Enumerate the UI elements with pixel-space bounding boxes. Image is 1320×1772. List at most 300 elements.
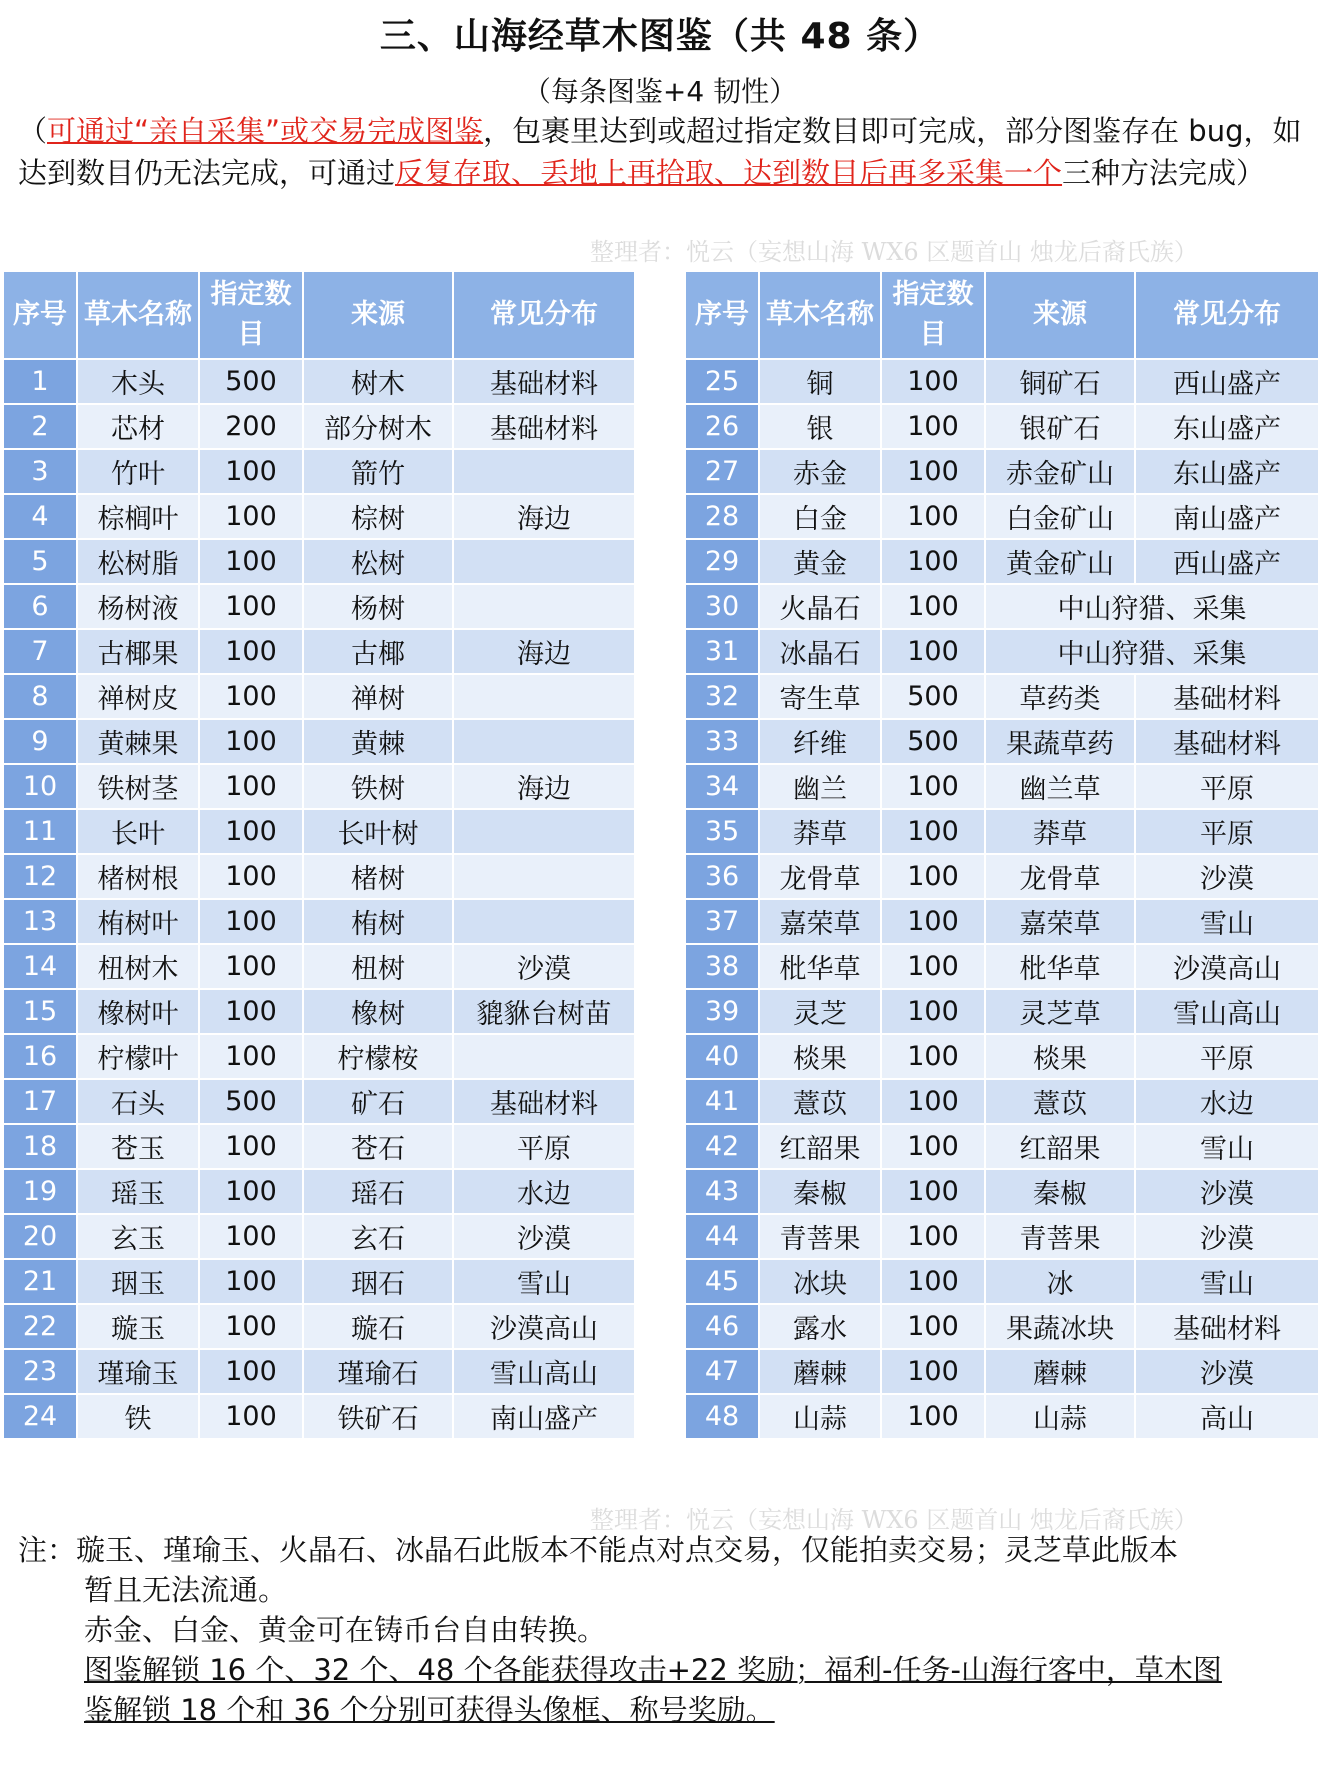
source: 山蒜 [985,1394,1135,1439]
distribution: 基础材料 [1135,1304,1319,1349]
table-row [685,404,1319,449]
item-name: 栯树叶 [77,899,199,944]
distribution: 平原 [1135,764,1319,809]
item-name: 黄金 [759,539,881,584]
table-row [685,539,1319,584]
required-count: 100 [881,1394,985,1439]
required-count: 500 [881,674,985,719]
item-name: 白金 [759,494,881,539]
table-row [3,989,635,1034]
source: 禅树 [303,674,453,719]
distribution: 东山盛产 [1135,404,1319,449]
source: 黄棘 [303,719,453,764]
source: 红韶果 [985,1124,1135,1169]
distribution: 沙漠 [1135,1214,1319,1259]
required-count: 100 [199,1349,303,1394]
column-header: 草木名称 [759,271,881,359]
table-header-row [3,271,635,359]
table-row [3,1214,635,1259]
intro-text-1: （ [18,114,48,148]
required-count: 100 [199,494,303,539]
item-name: 玄玉 [77,1214,199,1259]
table-row [3,1124,635,1169]
source: 莽草 [985,809,1135,854]
row-number: 47 [685,1349,759,1394]
required-count: 100 [199,449,303,494]
item-name: 禅树皮 [77,674,199,719]
item-name: 苍玉 [77,1124,199,1169]
table-row [685,1124,1319,1169]
row-number: 33 [685,719,759,764]
distribution: 南山盛产 [453,1394,635,1439]
required-count: 100 [881,989,985,1034]
required-count: 100 [199,1169,303,1214]
required-count: 100 [199,989,303,1034]
source: 玄石 [303,1214,453,1259]
column-header: 指定数目 [881,271,985,359]
required-count: 100 [199,1394,303,1439]
row-number: 25 [685,359,759,404]
item-name: 杨树液 [77,584,199,629]
row-number: 12 [3,854,77,899]
required-count: 100 [199,674,303,719]
row-number: 31 [685,629,759,674]
column-header: 指定数目 [199,271,303,359]
source: 苍石 [303,1124,453,1169]
item-name: 木头 [77,359,199,404]
table-row [3,404,635,449]
row-number: 8 [3,674,77,719]
required-count: 100 [199,944,303,989]
row-number: 26 [685,404,759,449]
distribution: 基础材料 [1135,674,1319,719]
codex-table-left [2,270,636,1440]
row-number: 30 [685,584,759,629]
source: 瑾瑜石 [303,1349,453,1394]
table-row [685,764,1319,809]
source: 薏苡 [985,1079,1135,1124]
row-number: 15 [3,989,77,1034]
required-count: 100 [881,1079,985,1124]
distribution: 雪山高山 [1135,989,1319,1034]
item-name: 铁 [77,1394,199,1439]
item-name: 瑾瑜玉 [77,1349,199,1394]
distribution: 沙漠 [453,1214,635,1259]
distribution [453,449,635,494]
distribution: 西山盛产 [1135,359,1319,404]
source: 白金矿山 [985,494,1135,539]
source: 箭竹 [303,449,453,494]
table-row [3,1394,635,1439]
row-number: 11 [3,809,77,854]
required-count: 100 [881,494,985,539]
required-count: 100 [881,1214,985,1259]
item-name: 幽兰 [759,764,881,809]
required-count: 100 [881,1034,985,1079]
source: 中山狩猎、采集 [985,629,1319,674]
distribution: 东山盛产 [1135,449,1319,494]
table-row [3,539,635,584]
table-row [685,989,1319,1034]
required-count: 100 [881,764,985,809]
row-number: 43 [685,1169,759,1214]
item-name: 橡树叶 [77,989,199,1034]
item-name: 露水 [759,1304,881,1349]
source: 栯树 [303,899,453,944]
table-row [685,1394,1319,1439]
item-name: 铜 [759,359,881,404]
table-header-row [685,271,1319,359]
table-row [3,1304,635,1349]
table-row [3,584,635,629]
row-number: 28 [685,494,759,539]
source: 部分树木 [303,404,453,449]
note-line-2: 暂且无法流通。 [84,1573,288,1607]
note-line-1: 注：璇玉、瑾瑜玉、火晶石、冰晶石此版本不能点对点交易，仅能拍卖交易；灵芝草此版本 [18,1533,1179,1567]
row-number: 14 [3,944,77,989]
distribution [453,719,635,764]
table-row [685,1169,1319,1214]
table-row [685,629,1319,674]
note-line-5: 鉴解锁 18 个和 36 个分别可获得头像框、称号奖励。 [84,1693,775,1727]
required-count: 100 [881,1304,985,1349]
row-number: 35 [685,809,759,854]
row-number: 41 [685,1079,759,1124]
required-count: 100 [199,719,303,764]
source: 珚石 [303,1259,453,1304]
required-count: 100 [881,854,985,899]
required-count: 100 [881,944,985,989]
item-name: 冰块 [759,1259,881,1304]
required-count: 500 [199,359,303,404]
item-name: 莽草 [759,809,881,854]
row-number: 20 [3,1214,77,1259]
table-row [685,899,1319,944]
required-count: 100 [881,809,985,854]
column-header: 草木名称 [77,271,199,359]
row-number: 18 [3,1124,77,1169]
item-name: 珚玉 [77,1259,199,1304]
row-number: 38 [685,944,759,989]
table-row [685,1034,1319,1079]
table-row [685,359,1319,404]
table-row [685,1349,1319,1394]
source: 中山狩猎、采集 [985,584,1319,629]
source: 灵芝草 [985,989,1135,1034]
distribution: 南山盛产 [1135,494,1319,539]
intro-highlight-1: 可通过“亲自采集”或交易完成图鉴 [47,114,484,148]
distribution: 水边 [453,1169,635,1214]
column-header: 序号 [3,271,77,359]
table-row [685,944,1319,989]
item-name: 火晶石 [759,584,881,629]
row-number: 19 [3,1169,77,1214]
item-name: 柠檬叶 [77,1034,199,1079]
table-row [685,1214,1319,1259]
source: 黄金矿山 [985,539,1135,584]
source: 树木 [303,359,453,404]
source: 蘑棘 [985,1349,1135,1394]
required-count: 100 [881,899,985,944]
source: 银矿石 [985,404,1135,449]
table-row [3,944,635,989]
column-header: 序号 [685,271,759,359]
item-name: 龙骨草 [759,854,881,899]
distribution: 海边 [453,764,635,809]
row-number: 29 [685,539,759,584]
source: 柠檬桉 [303,1034,453,1079]
table-row [3,449,635,494]
table-row [3,674,635,719]
required-count: 100 [199,809,303,854]
note-line-4: 图鉴解锁 16 个、32 个、48 个各能获得攻击+22 奖励；福利-任务-山海行客中，草木图 [84,1653,1222,1687]
row-number: 2 [3,404,77,449]
required-count: 100 [881,629,985,674]
source: 草药类 [985,674,1135,719]
row-number: 39 [685,989,759,1034]
intro-highlight-2: 反复存取、丢地上再拾取、达到数目后再多采集一个 [395,156,1063,190]
required-count: 500 [881,719,985,764]
row-number: 1 [3,359,77,404]
item-name: 瑶玉 [77,1169,199,1214]
distribution: 沙漠 [1135,1349,1319,1394]
source: 楮树 [303,854,453,899]
source: 长叶树 [303,809,453,854]
table-row [3,809,635,854]
distribution [453,854,635,899]
item-name: 冰晶石 [759,629,881,674]
column-header: 常见分布 [453,271,635,359]
row-number: 37 [685,899,759,944]
distribution: 沙漠 [1135,1169,1319,1214]
item-name: 赤金 [759,449,881,494]
source: 冰 [985,1259,1135,1304]
source: 松树 [303,539,453,584]
required-count: 100 [199,1034,303,1079]
required-count: 100 [881,1169,985,1214]
item-name: 璇玉 [77,1304,199,1349]
row-number: 45 [685,1259,759,1304]
page-subtitle: （每条图鉴+4 韧性） [522,75,798,108]
table-row [3,1034,635,1079]
row-number: 48 [685,1394,759,1439]
row-number: 24 [3,1394,77,1439]
row-number: 42 [685,1124,759,1169]
source: 枇华草 [985,944,1135,989]
watermark-top: 整理者：悦云（妄想山海 WX6 区题首山 烛龙后裔氏族） [590,238,1198,266]
column-header: 来源 [985,271,1135,359]
row-number: 13 [3,899,77,944]
item-name: 纤维 [759,719,881,764]
item-name: 红韶果 [759,1124,881,1169]
distribution [453,674,635,719]
required-count: 100 [199,539,303,584]
source: 矿石 [303,1079,453,1124]
item-name: 蘑棘 [759,1349,881,1394]
table-row [685,854,1319,899]
required-count: 100 [199,1214,303,1259]
required-count: 100 [199,1259,303,1304]
table-row [685,719,1319,764]
distribution [453,584,635,629]
table-row [685,1304,1319,1349]
watermark-bottom: 整理者：悦云（妄想山海 WX6 区题首山 烛龙后裔氏族） [590,1506,1198,1534]
item-name: 长叶 [77,809,199,854]
required-count: 100 [199,1304,303,1349]
item-name: 秦椒 [759,1169,881,1214]
table-row [685,674,1319,719]
distribution: 沙漠高山 [1135,944,1319,989]
column-header: 常见分布 [1135,271,1319,359]
distribution: 沙漠 [453,944,635,989]
source: 嘉荣草 [985,899,1135,944]
table-row [685,584,1319,629]
source: 铁树 [303,764,453,809]
distribution: 雪山高山 [453,1349,635,1394]
item-name: 银 [759,404,881,449]
distribution: 基础材料 [453,404,635,449]
source: 果蔬草药 [985,719,1135,764]
item-name: 青菩果 [759,1214,881,1259]
item-name: 寄生草 [759,674,881,719]
required-count: 100 [881,359,985,404]
item-name: 石头 [77,1079,199,1124]
distribution: 西山盛产 [1135,539,1319,584]
required-count: 500 [199,1079,303,1124]
table-row [3,719,635,764]
distribution: 沙漠高山 [453,1304,635,1349]
item-name: 竹叶 [77,449,199,494]
distribution [453,899,635,944]
intro-text-3: 三种方法完成） [1062,156,1266,190]
intro-paragraph [18,110,1308,194]
table-row [3,494,635,539]
distribution: 雪山 [453,1259,635,1304]
required-count: 100 [881,1349,985,1394]
distribution: 雪山 [1135,1124,1319,1169]
item-name: 嘉荣草 [759,899,881,944]
table-row [3,1169,635,1214]
distribution: 海边 [453,494,635,539]
source: 铁矿石 [303,1394,453,1439]
distribution: 貔貅台树苗 [453,989,635,1034]
item-name: 灵芝 [759,989,881,1034]
column-header: 来源 [303,271,453,359]
item-name: 棕榈叶 [77,494,199,539]
required-count: 100 [199,854,303,899]
table-row [685,449,1319,494]
row-number: 46 [685,1304,759,1349]
item-name: 芯材 [77,404,199,449]
table-row [685,494,1319,539]
distribution: 平原 [453,1124,635,1169]
codex-table-right [684,270,1320,1440]
row-number: 21 [3,1259,77,1304]
source: 幽兰草 [985,764,1135,809]
required-count: 100 [199,1124,303,1169]
required-count: 100 [199,629,303,674]
source: 瑶石 [303,1169,453,1214]
required-count: 100 [881,1259,985,1304]
source: 铜矿石 [985,359,1135,404]
row-number: 9 [3,719,77,764]
required-count: 100 [881,404,985,449]
required-count: 100 [199,584,303,629]
row-number: 34 [685,764,759,809]
item-name: 山蒜 [759,1394,881,1439]
row-number: 36 [685,854,759,899]
distribution: 基础材料 [453,359,635,404]
source: 璇石 [303,1304,453,1349]
item-name: 薏苡 [759,1079,881,1124]
table-row [3,764,635,809]
table-row [3,359,635,404]
table-row [685,809,1319,854]
item-name: 古椰果 [77,629,199,674]
required-count: 100 [881,449,985,494]
distribution: 平原 [1135,809,1319,854]
row-number: 16 [3,1034,77,1079]
source: 古椰 [303,629,453,674]
distribution: 基础材料 [1135,719,1319,764]
source: 秦椒 [985,1169,1135,1214]
item-name: 楮树根 [77,854,199,899]
distribution: 高山 [1135,1394,1319,1439]
row-number: 44 [685,1214,759,1259]
table-row [685,1259,1319,1304]
table-row [3,629,635,674]
source: 杻树 [303,944,453,989]
row-number: 3 [3,449,77,494]
distribution: 雪山 [1135,1259,1319,1304]
row-number: 40 [685,1034,759,1079]
table-row [3,1259,635,1304]
page-title: 三、山海经草木图鉴（共 48 条） [379,16,941,57]
row-number: 17 [3,1079,77,1124]
source: 青菩果 [985,1214,1135,1259]
row-number: 10 [3,764,77,809]
table-row [3,1349,635,1394]
source: 龙骨草 [985,854,1135,899]
table-row [685,1079,1319,1124]
row-number: 23 [3,1349,77,1394]
source: 橡树 [303,989,453,1034]
table-row [3,854,635,899]
required-count: 100 [199,899,303,944]
note-line-3: 赤金、白金、黄金可在铸币台自由转换。 [84,1613,607,1647]
item-name: 黄棘果 [77,719,199,764]
required-count: 100 [199,764,303,809]
row-number: 4 [3,494,77,539]
row-number: 32 [685,674,759,719]
required-count: 100 [881,584,985,629]
row-number: 7 [3,629,77,674]
distribution [453,539,635,584]
source: 棕树 [303,494,453,539]
distribution [453,809,635,854]
table-row [3,1079,635,1124]
required-count: 100 [881,539,985,584]
source: 棪果 [985,1034,1135,1079]
item-name: 松树脂 [77,539,199,584]
source: 果蔬冰块 [985,1304,1135,1349]
distribution [453,1034,635,1079]
distribution: 平原 [1135,1034,1319,1079]
item-name: 杻树木 [77,944,199,989]
required-count: 100 [881,1124,985,1169]
notes-section [18,1530,1308,1730]
intro-text-2: ，包裹里达到或超过指定数目即可完成，部分图鉴存在 bug，如达到数目仍无法完成，可通过 [18,114,1302,190]
